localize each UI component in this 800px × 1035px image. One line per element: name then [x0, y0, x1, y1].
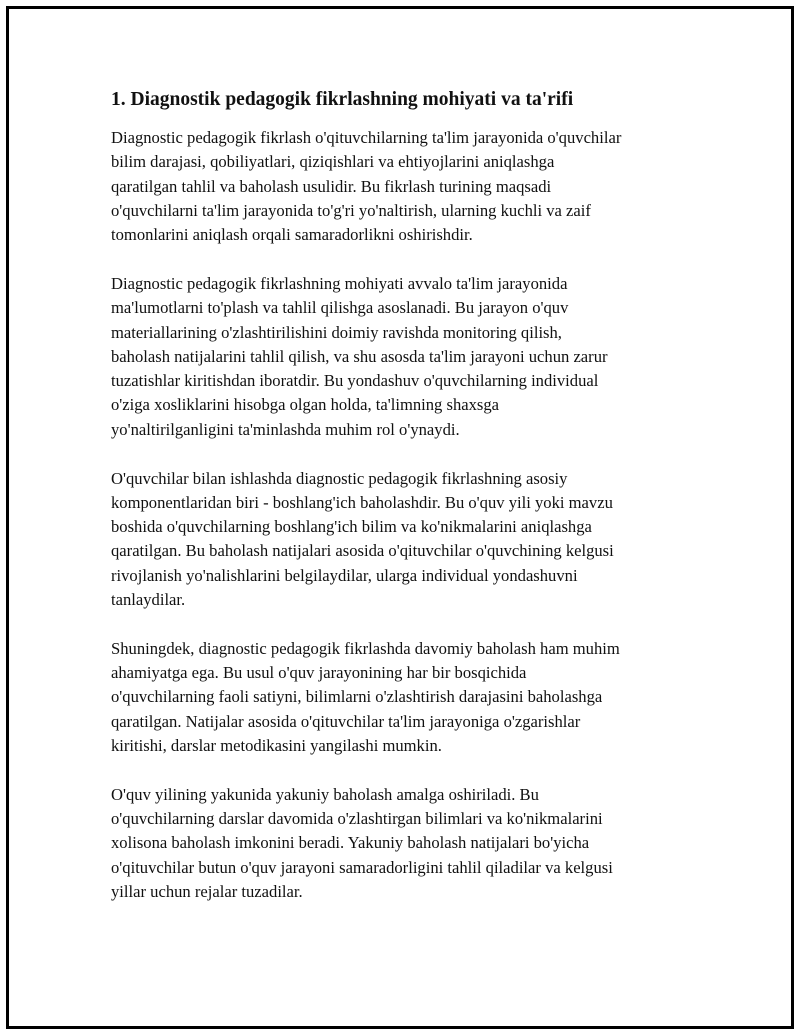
text-line: qaratilgan. Natijalar asosida o'qituvchilar ta'lim jarayoniga o'zgarishlar [111, 711, 581, 731]
text-line: materiallarining o'zlashtirilishini doimiy ravishda monitoring qilish, [111, 322, 562, 342]
text-line: tuzatishlar kiritishdan iboratdir. Bu yondashuv o'quvchilarning individual [111, 371, 599, 391]
text-line: rivojlanish yo'nalishlarini belgilaydilar, ularga individual yondashuvni [111, 565, 578, 585]
text-line: kiritishi, darslar metodikasini yangilashi mumkin. [111, 736, 442, 756]
text-line: o'quvchilarning faoli satiyni, bilimlarni o'zlashtirish darajasini baholashga [111, 687, 603, 707]
text-line: o'ziga xosliklarini hisobga olgan holda, ta'limning shaxsga [111, 395, 500, 415]
text-line: tanlaydilar. [111, 590, 186, 610]
text-line: qaratilgan. Bu baholash natijalari asosida o'qituvchilar o'quvchining kelgusi [111, 541, 614, 561]
paragraph-5 [111, 783, 691, 904]
text-line: komponentlaridan biri - boshlang'ich baholashdir. Bu o'quv yili yoki mavzu [111, 492, 613, 512]
text-line: baholash natijalarini tahlil qilish, va shu asosda ta'lim jarayoni uchun zarur [111, 346, 608, 366]
paragraph-4 [111, 637, 691, 758]
text-line: xolisona baholash imkonini beradi. Yakuniy baholash natijalari bo'yicha [111, 833, 590, 853]
text-line: ahamiyatga ega. Bu usul o'quv jarayonining har bir bosqichida [111, 663, 527, 683]
document-title: 1. Diagnostik pedagogik fikrlashning mohiyati va ta'rifi [111, 89, 574, 110]
text-line: bilim darajasi, qobiliyatlari, qiziqishlari va ehtiyojlarini aniqlashga [111, 152, 555, 172]
text-line: yillar uchun rejalar tuzadilar. [111, 882, 303, 902]
text-line: yo'naltirilganligini ta'minlashda muhim rol o'ynaydi. [111, 419, 460, 439]
text-line: qaratilgan tahlil va baholash usulidir. Bu fikrlash turining maqsadi [111, 176, 552, 196]
text-line: tomonlarini aniqlash orqali samaradorlikni oshirishdir. [111, 225, 473, 245]
text-line: boshida o'quvchilarning boshlang'ich bilim va ko'nikmalarini aniqlashga [111, 517, 592, 537]
paragraph-3 [111, 467, 691, 613]
paragraph-2 [111, 272, 691, 442]
text-line: ma'lumotlarni to'plash va tahlil qilishga asoslanadi. Bu jarayon o'quv [111, 298, 569, 318]
text-line: o'quvchilarni ta'lim jarayonida to'g'ri yo'naltirish, ularning kuchli va zaif [111, 200, 591, 220]
text-line: o'qituvchilar butun o'quv jarayoni samaradorligini tahlil qiladilar va kelgusi [111, 857, 613, 877]
text-line: Shuningdek, diagnostic pedagogik fikrlashda davomiy baholash ham muhim [111, 638, 620, 658]
text-line: Diagnostic pedagogik fikrlash o'qituvchilarning ta'lim jarayonida o'quvchilar [111, 128, 622, 147]
text-line: O'quv yilining yakunida yakuniy baholash amalga oshiriladi. Bu [111, 784, 539, 804]
text-line: O'quvchilar bilan ishlashda diagnostic pedagogik fikrlashning asosiy [111, 468, 568, 488]
text-line: Diagnostic pedagogik fikrlashning mohiyati avvalo ta'lim jarayonida [111, 273, 568, 293]
paragraph-1 [111, 126, 691, 247]
document-body [111, 88, 691, 929]
text-line: o'quvchilarning darslar davomida o'zlashtirgan bilimlari va ko'nikmalarini [111, 809, 603, 829]
